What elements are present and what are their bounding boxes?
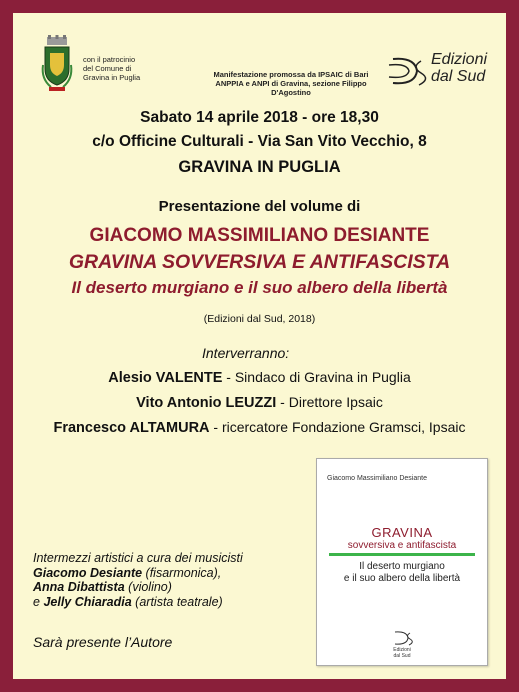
music-conjunction: e (33, 594, 44, 609)
cover-subtitle-line: e il suo albero della libertà (343, 573, 461, 584)
musician-role: (artista teatrale) (131, 594, 223, 609)
speaker-role: - Direttore Ipsaic (276, 394, 383, 410)
cover-author: Giacomo Massimiliano Desiante (327, 475, 427, 482)
cover-subtitle: sovversiva e antifascista (347, 540, 457, 551)
author-present-note: Sarà presente l’Autore (33, 634, 173, 650)
cover-subtitle-2 (317, 561, 487, 585)
musician-name: Anna Dibattista (33, 580, 125, 594)
music-credits (33, 551, 333, 609)
book-author-name: GIACOMO MASSIMILIANO DESIANTE (89, 225, 430, 246)
book-subtitle: Il deserto murgiano e il suo albero della libertà (71, 278, 448, 297)
speaker-line (13, 419, 506, 436)
speaker-name: Vito Antonio LEUZZI (136, 395, 277, 411)
event-city: GRAVINA IN PUGLIA (178, 158, 341, 176)
book-cover (316, 458, 488, 666)
cover-publisher-logo-icon (391, 629, 413, 647)
municipal-crest-icon (39, 35, 75, 95)
cover-publisher (317, 647, 487, 659)
patronage-text (83, 55, 163, 82)
speakers-intro: Interverranno: (202, 345, 290, 361)
patronage-line: con il patrocinio (83, 55, 136, 64)
speaker-role: - ricercatore Fondazione Gramsci, Ipsaic (209, 419, 466, 435)
promotion-line: ANPPIA e ANPI di Gravina, sezione Filippo D'Agostino (215, 79, 367, 97)
musician-role: (violino) (124, 580, 172, 594)
musician-name: Jelly Chiaradia (43, 594, 132, 609)
music-line (33, 580, 333, 595)
publisher-name-line: Edizioni (431, 51, 488, 68)
cover-publisher-line: Edizioni (393, 647, 411, 653)
patronage-line: Gravina in Puglia (83, 73, 141, 82)
event-date-time: Sabato 14 aprile 2018 - ore 18,30 (140, 109, 379, 126)
promotion-text (201, 70, 381, 97)
music-intro: Intermezzi artistici a cura dei musicisti (33, 551, 243, 565)
cover-subtitle-line: Il deserto murgiano (359, 561, 445, 572)
speaker-name: Francesco ALTAMURA (53, 420, 210, 436)
speaker-line (13, 369, 506, 386)
book-edition: (Edizioni dal Sud, 2018) (203, 313, 316, 325)
music-line (33, 566, 333, 581)
event-venue: c/o Officine Culturali - Via San Vito Vecchio, 8 (92, 133, 427, 150)
promotion-line: Manifestazione promossa da IPSAIC di Bari (213, 70, 369, 79)
cover-title: GRAVINA (371, 525, 433, 540)
speaker-name: Alesio VALENTE (108, 370, 223, 386)
cover-green-bar (329, 553, 475, 556)
publisher-name (431, 51, 487, 85)
publisher-name-line: dal Sud (431, 68, 486, 85)
book-title: GRAVINA SOVVERSIVA E ANTIFASCISTA (68, 251, 451, 273)
musician-role: (fisarmonica), (142, 565, 222, 580)
speaker-line (13, 394, 506, 411)
presentation-intro: Presentazione del volume di (158, 198, 361, 215)
music-line (33, 595, 333, 610)
poster (13, 13, 506, 679)
cover-publisher-line: dal Sud (393, 653, 411, 659)
speaker-role: - Sindaco di Gravina in Puglia (222, 369, 411, 385)
publisher-logo-icon (385, 51, 427, 91)
musician-name: Giacomo Desiante (33, 565, 143, 580)
patronage-line: del Comune di (83, 64, 132, 73)
